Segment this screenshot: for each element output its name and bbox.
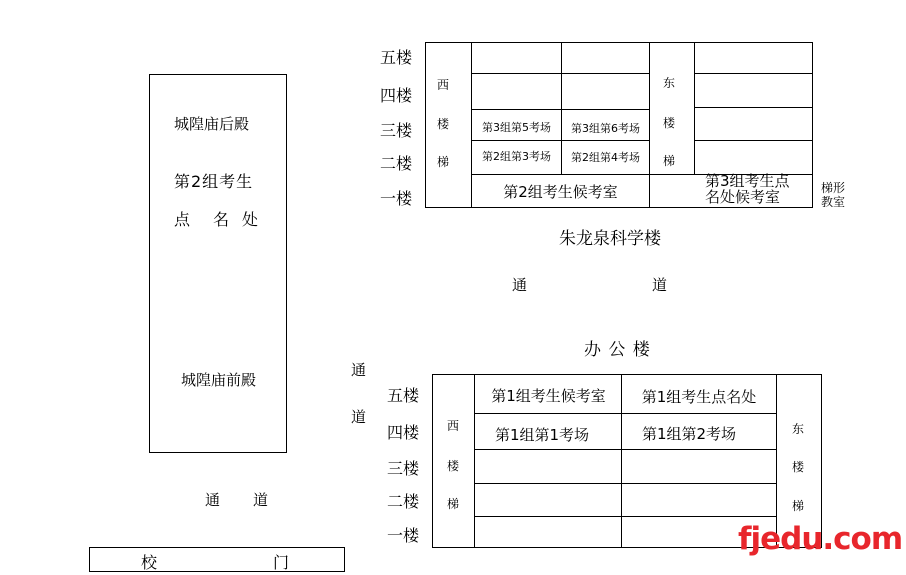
science-floor-3-label: 三楼 [380, 121, 413, 140]
tiered-classroom-line2: 教室 [821, 195, 846, 209]
office-west-stairs-char3: 梯 [447, 497, 460, 511]
passage-middle-char2: 道 [652, 276, 668, 294]
office-east-stairs-char1: 东 [792, 422, 805, 436]
science-room-f1-east-line2: 名处候考室 [705, 188, 781, 206]
temple-front-hall-label: 城隍庙前殿 [181, 371, 257, 389]
school-gate-box [89, 547, 345, 572]
science-room-f1-east-line1: 第3组考生点 [705, 172, 790, 190]
passage-vertical-char2: 道 [351, 408, 367, 426]
passage-bottom-char1: 通 [205, 491, 221, 509]
science-room-f3-a: 第3组第5考场 [482, 121, 551, 134]
office-west-stairs-char2: 楼 [447, 459, 460, 473]
science-west-stairs-char2: 楼 [437, 117, 450, 131]
science-room-f3-b: 第3组第6考场 [571, 122, 640, 135]
science-room-f1-waiting: 第2组考生候考室 [503, 183, 618, 201]
office-room-f4-b: 第1组第2考场 [641, 425, 737, 443]
science-room-f2-b: 第2组第4考场 [571, 151, 640, 164]
office-floor-3-label: 三楼 [387, 459, 420, 478]
science-room-f2-a: 第2组第3考场 [482, 150, 551, 163]
office-floor-2-label: 二楼 [387, 492, 420, 511]
group2-roll-call-label-char1: 点 [174, 210, 191, 229]
temple-back-hall-label: 城隍庙后殿 [174, 115, 250, 133]
office-east-stairs-char3: 梯 [792, 499, 805, 513]
science-west-stairs-char3: 梯 [437, 155, 450, 169]
watermark-logo: fjedu.com [738, 521, 903, 557]
office-building-name: 办 公 楼 [584, 340, 651, 360]
office-floor-1-label: 一楼 [387, 526, 420, 545]
passage-middle-char1: 通 [512, 276, 528, 294]
passage-bottom-char2: 道 [253, 491, 269, 509]
group2-roll-call-label-line1: 第2组考生 [174, 172, 254, 191]
office-west-stairs-char1: 西 [447, 419, 460, 433]
office-room-f5-b: 第1组考生点名处 [641, 388, 757, 406]
science-west-stairs-char1: 西 [437, 78, 450, 92]
science-floor-5-label: 五楼 [380, 48, 413, 67]
office-room-f5-a: 第1组考生候考室 [491, 387, 606, 405]
science-east-stairs-char3: 梯 [663, 154, 676, 168]
school-gate-char1: 校 [141, 553, 158, 572]
science-floor-2-label: 二楼 [380, 154, 413, 173]
office-room-f4-a: 第1组第1考场 [494, 426, 590, 444]
office-floor-4-label: 四楼 [387, 423, 420, 442]
group2-roll-call-label-char3: 处 [242, 210, 259, 229]
science-building-name: 朱龙泉科学楼 [559, 229, 661, 249]
tiered-classroom-line1: 梯形 [821, 181, 846, 195]
office-floor-5-label: 五楼 [387, 386, 420, 405]
passage-vertical-char1: 通 [351, 361, 367, 379]
science-east-stairs-char1: 东 [663, 76, 676, 90]
school-gate-char2: 门 [273, 553, 290, 572]
group2-roll-call-label-char2: 名 [213, 210, 230, 229]
science-east-stairs-char2: 楼 [663, 116, 676, 130]
office-east-stairs-char2: 楼 [792, 460, 805, 474]
science-floor-4-label: 四楼 [380, 86, 413, 105]
science-floor-1-label: 一楼 [380, 189, 413, 208]
